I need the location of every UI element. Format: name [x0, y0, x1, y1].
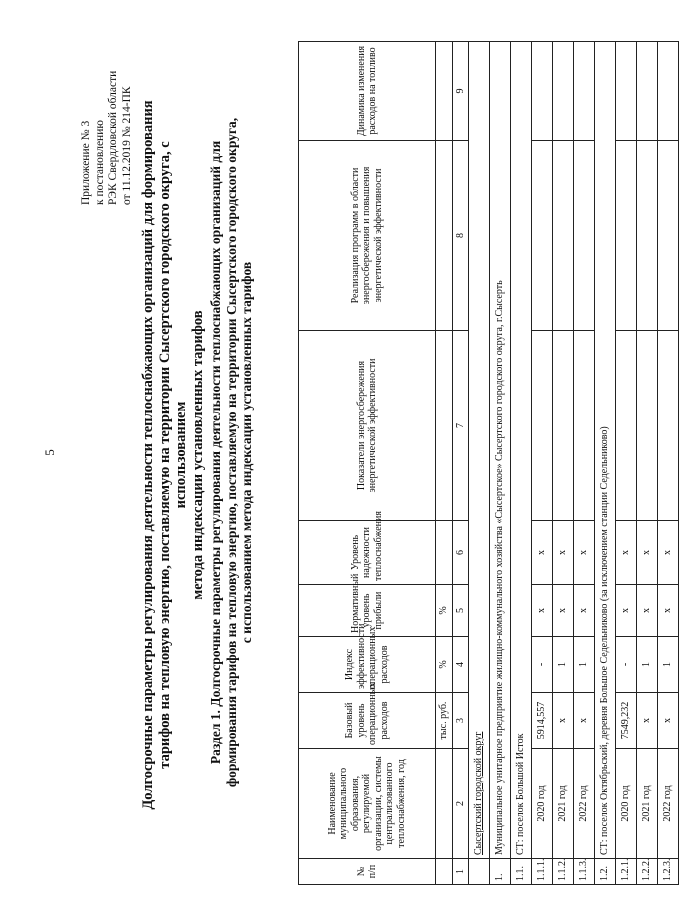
- table-row: [616, 42, 637, 885]
- reliability-cell: х: [574, 521, 595, 585]
- table-row: [490, 42, 511, 885]
- header-cell: Наименование муниципального образования, регулируемой организации, системы централизованного теплоснабжения, год: [299, 749, 436, 859]
- unit-cell: %: [436, 637, 453, 693]
- column-number-row: [453, 42, 469, 885]
- section-title-line: формирования тарифов на тепловую энергию, поставляемую на территории Сысертского городского округа,: [223, 117, 239, 788]
- row-number: 1.2.2.: [637, 859, 658, 885]
- empty-cell: [658, 331, 679, 521]
- efficiency-index-cell: -: [616, 637, 637, 693]
- column-number: 2: [453, 749, 469, 859]
- column-number: 4: [453, 637, 469, 693]
- year-cell: 2021 год: [637, 749, 658, 859]
- table-row: [658, 42, 679, 885]
- column-number: 5: [453, 585, 469, 637]
- empty-cell: [658, 141, 679, 331]
- table-row: [469, 42, 490, 885]
- page-number: 5: [42, 449, 57, 456]
- title-line: Долгосрочные параметры регулирования деятельности теплоснабжающих организаций для формирования: [140, 100, 156, 810]
- empty-cell: [532, 42, 553, 141]
- profit-level-cell: х: [658, 585, 679, 637]
- row-number: 1.1.1.: [532, 859, 553, 885]
- appendix-line: РЭК Свердловской области: [107, 70, 119, 205]
- appendix-line: от 11.12.2019 № 214-ПК: [120, 86, 133, 205]
- empty-cell: [637, 141, 658, 331]
- row-number: 1.: [490, 859, 511, 885]
- title-line: тарифов на тепловую энергию, поставляемую на территории Сысертского городского округа, с использованием: [156, 141, 189, 769]
- municipality-name: Сысертский городской округ: [469, 42, 490, 859]
- heat-system-name: СТ: поселок Октябрьский, деревня Большое Седельниково (за исключением станции Седельниково): [595, 42, 616, 859]
- column-number: 6: [453, 521, 469, 585]
- table-row: [511, 42, 532, 885]
- units-row: [436, 42, 453, 885]
- row-number: 1.1.3.: [574, 859, 595, 885]
- year-cell: 2022 год: [574, 749, 595, 859]
- column-number: 7: [453, 331, 469, 521]
- section-title-line: с использованием метода индексации установленных тарифов: [239, 261, 254, 644]
- header-cell: № п/п: [299, 859, 436, 885]
- section-title: [208, 80, 255, 825]
- efficiency-index-cell: 1: [574, 637, 595, 693]
- efficiency-index-cell: 1: [637, 637, 658, 693]
- table-header-row: [299, 42, 436, 885]
- base-cost-cell: 7549,232: [616, 693, 637, 749]
- base-cost-cell: х: [637, 693, 658, 749]
- heat-system-name: СТ: поселок Большой Исток: [511, 42, 532, 859]
- empty-cell: [574, 42, 595, 141]
- section-title-line: Раздел 1. Долгосрочные параметры регулирования деятельности теплоснабжающих организаций для: [208, 140, 223, 765]
- empty-cell: [616, 141, 637, 331]
- reliability-cell: х: [532, 521, 553, 585]
- unit-cell: [436, 141, 453, 331]
- unit-cell: %: [436, 585, 453, 637]
- empty-cell: [553, 331, 574, 521]
- unit-cell: [436, 42, 453, 141]
- header-cell: Базовый уровень операционных расходов: [299, 693, 436, 749]
- base-cost-cell: х: [574, 693, 595, 749]
- empty-cell: [616, 42, 637, 141]
- empty-cell: [532, 331, 553, 521]
- row-number: 1.1.: [511, 859, 532, 885]
- header-cell: Нормативный уровень прибыли: [299, 585, 436, 637]
- unit-cell: [436, 331, 453, 521]
- profit-level-cell: х: [553, 585, 574, 637]
- empty-cell: [532, 141, 553, 331]
- appendix-note: [80, 5, 134, 205]
- profit-level-cell: х: [637, 585, 658, 637]
- table-row: [637, 42, 658, 885]
- table-row: [532, 42, 553, 885]
- efficiency-index-cell: 1: [553, 637, 574, 693]
- parameters-table: [298, 41, 679, 885]
- header-cell: Показатели энергосбережения энергетической эффективности: [299, 331, 436, 521]
- column-number: 8: [453, 141, 469, 331]
- organization-name: Муниципальное унитарное предприятие жилищно-коммунального хозяйства «Сысертское» Сысертского городского округа, г.Сысерть: [490, 42, 511, 859]
- column-number: 1: [453, 859, 469, 885]
- appendix-line: Приложение № 3: [80, 120, 92, 205]
- table-row: [574, 42, 595, 885]
- unit-cell: тыс. руб.: [436, 693, 453, 749]
- row-number: 1.2.: [595, 859, 616, 885]
- appendix-line: к постановлению: [93, 120, 106, 205]
- empty-cell: [616, 331, 637, 521]
- row-number: 1.2.3.: [658, 859, 679, 885]
- empty-cell: [658, 42, 679, 141]
- base-cost-cell: 5914,557: [532, 693, 553, 749]
- empty-cell: [637, 42, 658, 141]
- unit-cell: [436, 749, 453, 859]
- column-number: 3: [453, 693, 469, 749]
- year-cell: 2021 год: [553, 749, 574, 859]
- row-number: 1.2.1.: [616, 859, 637, 885]
- empty-cell: [574, 141, 595, 331]
- header-cell: Реализация программ в области энергосбережения и повышения энергетической эффективности: [299, 141, 436, 331]
- efficiency-index-cell: 1: [658, 637, 679, 693]
- table-row: [553, 42, 574, 885]
- header-cell: Индекс эффективности операционных расходов: [299, 637, 436, 693]
- title-line: метода индексации установленных тарифов: [189, 310, 206, 600]
- base-cost-cell: х: [553, 693, 574, 749]
- base-cost-cell: х: [658, 693, 679, 749]
- reliability-cell: х: [637, 521, 658, 585]
- profit-level-cell: х: [616, 585, 637, 637]
- table-row: [595, 42, 616, 885]
- profit-level-cell: х: [574, 585, 595, 637]
- empty-cell: [637, 331, 658, 521]
- unit-cell: [436, 521, 453, 585]
- empty-cell: [553, 141, 574, 331]
- year-cell: 2022 год: [658, 749, 679, 859]
- empty-cell: [574, 331, 595, 521]
- empty-cell: [553, 42, 574, 141]
- header-cell: Уровень надежности теплоснабжения: [299, 521, 436, 585]
- column-number: 9: [453, 42, 469, 141]
- year-cell: 2020 год: [532, 749, 553, 859]
- year-cell: 2020 год: [616, 749, 637, 859]
- unit-cell: [436, 859, 453, 885]
- header-cell: Динамика изменения расходов на топливо: [299, 42, 436, 141]
- reliability-cell: х: [616, 521, 637, 585]
- row-number: 1.1.2.: [553, 859, 574, 885]
- reliability-cell: х: [658, 521, 679, 585]
- efficiency-index-cell: -: [532, 637, 553, 693]
- row-number: [469, 859, 490, 885]
- profit-level-cell: х: [532, 585, 553, 637]
- document-title: [140, 95, 206, 815]
- reliability-cell: х: [553, 521, 574, 585]
